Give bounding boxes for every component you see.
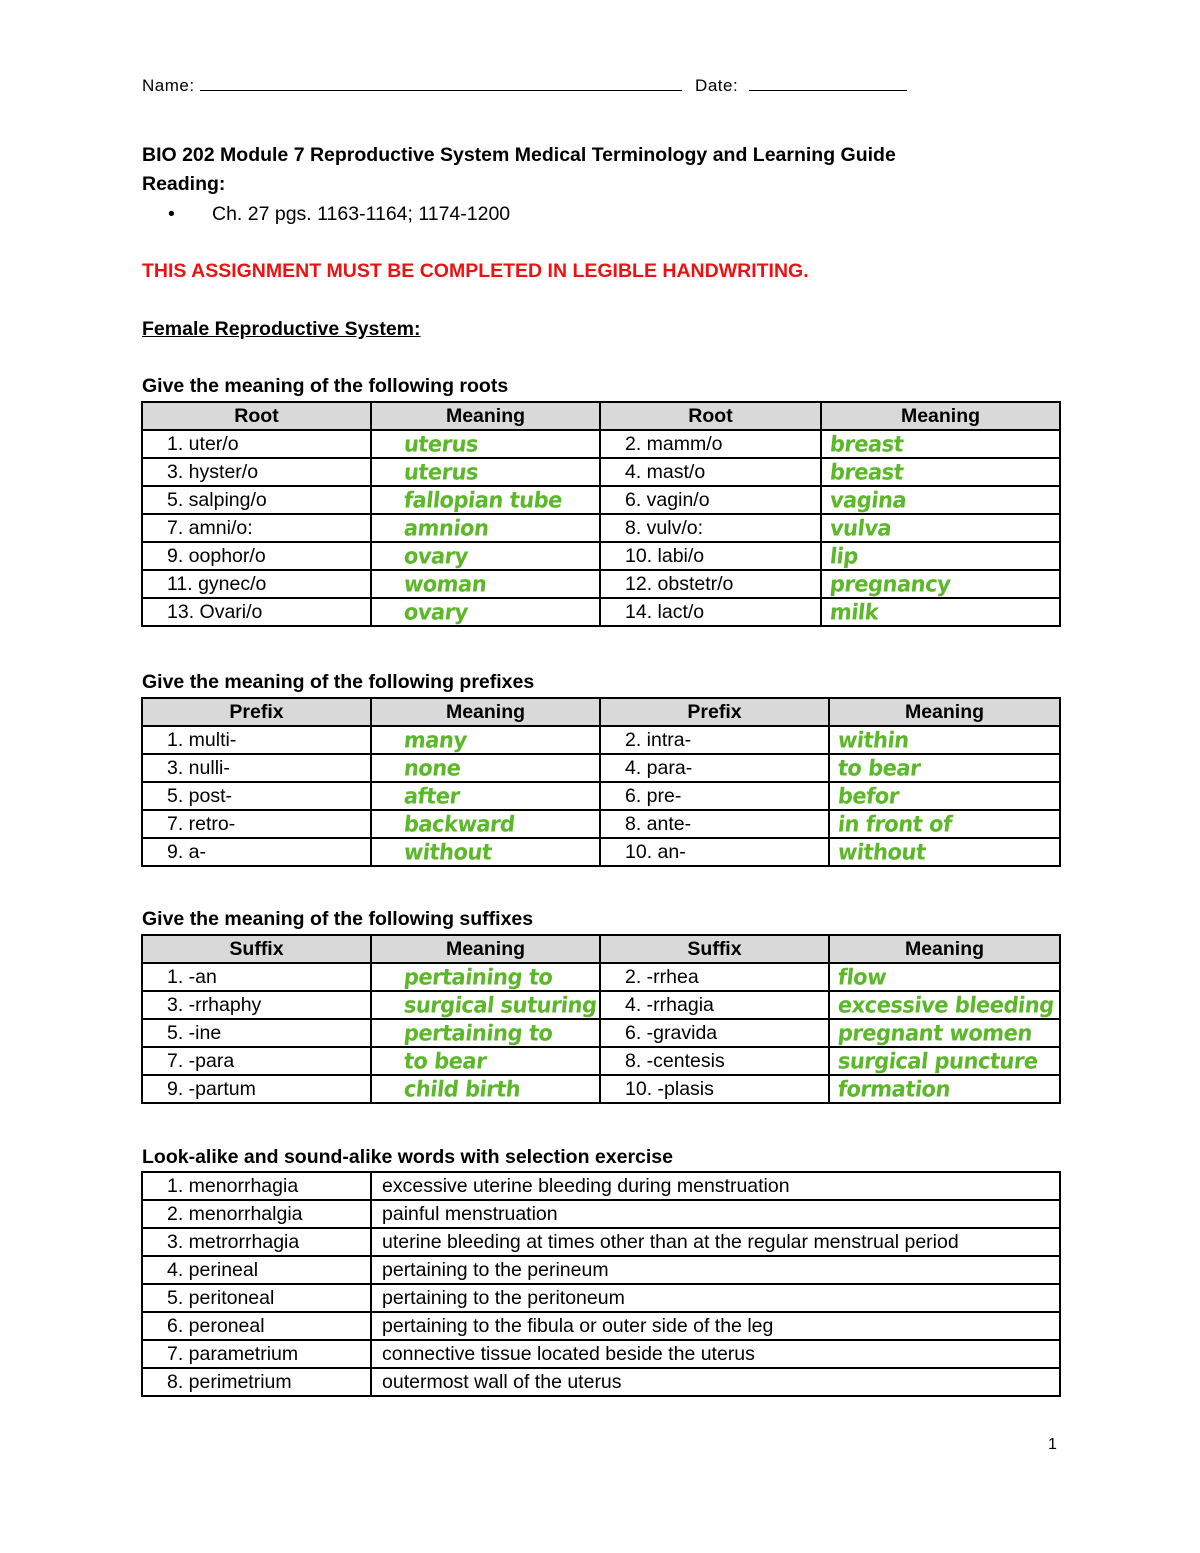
definition-cell: pertaining to the fibula or outer side of the leg — [371, 1312, 1060, 1340]
name-date-line — [142, 74, 907, 96]
term-cell: 3. -rrhaphy — [142, 991, 371, 1019]
term-cell: 2. menorrhalgia — [142, 1200, 371, 1228]
prefixes-table — [141, 697, 1061, 867]
answer-text: without — [836, 839, 927, 865]
answer-text: breast — [828, 431, 905, 457]
table-row — [142, 963, 1060, 991]
answer-text: after — [402, 783, 461, 809]
term-cell: 7. amni/o: — [142, 514, 371, 542]
answer-text: vagina — [828, 487, 908, 513]
answer-text: flow — [836, 964, 888, 990]
answer-text: surgical suturing — [402, 992, 598, 1018]
answer-text: uterus — [402, 459, 480, 485]
roots-body — [142, 430, 1060, 626]
table-header-row — [142, 402, 1060, 430]
roots-table — [141, 401, 1061, 627]
table-row — [142, 810, 1060, 838]
term-cell: 1. multi- — [142, 726, 371, 754]
handwritten-answer — [829, 1019, 1060, 1047]
table-row — [142, 458, 1060, 486]
term-cell: 7. retro- — [142, 810, 371, 838]
term-cell: 4. para- — [600, 754, 829, 782]
term-cell: 1. uter/o — [142, 430, 371, 458]
table-row — [142, 514, 1060, 542]
date-blank — [749, 74, 907, 91]
term-cell: 5. salping/o — [142, 486, 371, 514]
term-cell: 2. -rrhea — [600, 963, 829, 991]
answer-text: amnion — [402, 515, 490, 541]
term-cell: 14. lact/o — [600, 598, 821, 626]
answer-text: vulva — [828, 515, 893, 541]
answer-text: pertaining to — [402, 1020, 554, 1046]
table-row — [142, 1256, 1060, 1284]
term-cell: 4. -rrhagia — [600, 991, 829, 1019]
definition-cell: pertaining to the perineum — [371, 1256, 1060, 1284]
table-row — [142, 430, 1060, 458]
answer-text: to bear — [836, 755, 922, 781]
table-row — [142, 1284, 1060, 1312]
term-cell: 6. vagin/o — [600, 486, 821, 514]
name-blank — [200, 74, 682, 91]
definition-cell: pertaining to the peritoneum — [371, 1284, 1060, 1312]
column-header: Meaning — [821, 402, 1060, 430]
term-cell: 9. -partum — [142, 1075, 371, 1103]
term-cell: 8. vulv/o: — [600, 514, 821, 542]
table-row — [142, 1075, 1060, 1103]
term-cell: 12. obstetr/o — [600, 570, 821, 598]
table-row — [142, 1340, 1060, 1368]
term-cell: 6. peroneal — [142, 1312, 371, 1340]
answer-text: backward — [402, 811, 516, 837]
answer-text: breast — [828, 459, 905, 485]
answer-text: formation — [836, 1076, 952, 1102]
handwritten-answer — [371, 514, 600, 542]
handwritten-answer — [829, 838, 1060, 866]
handwritten-answer — [371, 810, 600, 838]
column-header: Meaning — [371, 402, 600, 430]
table-row — [142, 542, 1060, 570]
answer-text: uterus — [402, 431, 480, 457]
handwritten-answer — [829, 1075, 1060, 1103]
handwritten-answer — [371, 430, 600, 458]
suffixes-heading: Give the meaning of the following suffixes — [142, 908, 534, 930]
handwriting-warning: THIS ASSIGNMENT MUST BE COMPLETED IN LEGIBLE HANDWRITING. — [142, 260, 809, 282]
term-cell: 9. a- — [142, 838, 371, 866]
answer-text: woman — [402, 571, 488, 597]
answer-text: many — [402, 727, 469, 753]
answer-text: ovary — [402, 543, 470, 569]
definition-cell: connective tissue located beside the uterus — [371, 1340, 1060, 1368]
table-header-row — [142, 698, 1060, 726]
handwritten-answer — [829, 754, 1060, 782]
roots-heading: Give the meaning of the following roots — [142, 375, 509, 397]
definition-cell: painful menstruation — [371, 1200, 1060, 1228]
handwritten-answer — [829, 810, 1060, 838]
handwritten-answer — [371, 598, 600, 626]
handwritten-answer — [829, 1047, 1060, 1075]
term-cell: 3. hyster/o — [142, 458, 371, 486]
term-cell: 5. -ine — [142, 1019, 371, 1047]
answer-text: without — [402, 839, 493, 865]
handwritten-answer — [829, 726, 1060, 754]
term-cell: 13. Ovari/o — [142, 598, 371, 626]
table-row — [142, 570, 1060, 598]
table-row — [142, 754, 1060, 782]
handwritten-answer — [371, 838, 600, 866]
reading-label: Reading: — [142, 173, 226, 195]
answer-text: surgical puncture — [836, 1048, 1039, 1074]
handwritten-answer — [821, 570, 1060, 598]
handwritten-answer — [371, 458, 600, 486]
handwritten-answer — [371, 782, 600, 810]
handwritten-answer — [371, 726, 600, 754]
table-row — [142, 1368, 1060, 1396]
handwritten-answer — [829, 963, 1060, 991]
table-row — [142, 1019, 1060, 1047]
answer-text: milk — [828, 599, 880, 625]
term-cell: 3. metrorrhagia — [142, 1228, 371, 1256]
answer-text: lip — [828, 543, 860, 569]
handwritten-answer — [371, 1047, 600, 1075]
term-cell: 3. nulli- — [142, 754, 371, 782]
handwritten-answer — [821, 486, 1060, 514]
reading-text: Ch. 27 pgs. 1163-1164; 1174-1200 — [212, 203, 511, 225]
term-cell: 5. peritoneal — [142, 1284, 371, 1312]
column-header: Meaning — [829, 935, 1060, 963]
answer-text: to bear — [402, 1048, 488, 1074]
term-cell: 1. menorrhagia — [142, 1172, 371, 1200]
table-row — [142, 991, 1060, 1019]
table-row — [142, 838, 1060, 866]
page-number: 1 — [1048, 1436, 1057, 1453]
prefixes-heading: Give the meaning of the following prefixes — [142, 671, 535, 693]
column-header: Prefix — [600, 698, 829, 726]
suffixes-body — [142, 963, 1060, 1103]
definition-cell: uterine bleeding at times other than at the regular menstrual period — [371, 1228, 1060, 1256]
lookalike-body — [142, 1172, 1060, 1396]
column-header: Meaning — [371, 935, 600, 963]
answer-text: in front of — [836, 811, 954, 837]
term-cell: 7. parametrium — [142, 1340, 371, 1368]
handwritten-answer — [371, 754, 600, 782]
answer-text: pertaining to — [402, 964, 554, 990]
answer-text: child birth — [402, 1076, 522, 1102]
term-cell: 6. pre- — [600, 782, 829, 810]
table-header-row — [142, 935, 1060, 963]
handwritten-answer — [371, 486, 600, 514]
handwritten-answer — [821, 430, 1060, 458]
term-cell: 8. perimetrium — [142, 1368, 371, 1396]
lookalike-table — [141, 1171, 1061, 1397]
handwritten-answer — [371, 963, 600, 991]
term-cell: 6. -gravida — [600, 1019, 829, 1047]
suffixes-table — [141, 934, 1061, 1104]
term-cell: 5. post- — [142, 782, 371, 810]
term-cell: 4. perineal — [142, 1256, 371, 1284]
bullet-icon: • — [168, 203, 175, 225]
answer-text: pregnancy — [828, 571, 952, 597]
term-cell: 9. oophor/o — [142, 542, 371, 570]
answer-text: fallopian tube — [402, 487, 564, 513]
handwritten-answer — [371, 1075, 600, 1103]
term-cell: 2. intra- — [600, 726, 829, 754]
name-label: Name: — [142, 76, 195, 95]
handwritten-answer — [821, 598, 1060, 626]
definition-cell: outermost wall of the uterus — [371, 1368, 1060, 1396]
column-header: Prefix — [142, 698, 371, 726]
table-row — [142, 598, 1060, 626]
term-cell: 2. mamm/o — [600, 430, 821, 458]
column-header: Meaning — [371, 698, 600, 726]
document-title: BIO 202 Module 7 Reproductive System Medical Terminology and Learning Guide — [142, 144, 896, 166]
handwritten-answer — [371, 991, 600, 1019]
term-cell: 11. gynec/o — [142, 570, 371, 598]
table-row — [142, 1228, 1060, 1256]
column-header: Root — [600, 402, 821, 430]
table-row — [142, 1312, 1060, 1340]
column-header: Suffix — [142, 935, 371, 963]
term-cell: 1. -an — [142, 963, 371, 991]
handwritten-answer — [829, 991, 1060, 1019]
column-header: Suffix — [600, 935, 829, 963]
answer-text: excessive bleeding — [836, 992, 1056, 1018]
date-label: Date: — [695, 76, 739, 95]
reading-item — [168, 203, 510, 226]
answer-text: none — [402, 755, 462, 781]
answer-text: befor — [836, 783, 901, 809]
handwritten-answer — [821, 458, 1060, 486]
table-row — [142, 1047, 1060, 1075]
prefixes-body — [142, 726, 1060, 866]
table-row — [142, 726, 1060, 754]
handwritten-answer — [821, 514, 1060, 542]
table-row — [142, 1200, 1060, 1228]
definition-cell: excessive uterine bleeding during menstruation — [371, 1172, 1060, 1200]
section-title: Female Reproductive System: — [142, 318, 421, 340]
handwritten-answer — [371, 1019, 600, 1047]
term-cell: 8. ante- — [600, 810, 829, 838]
column-header: Root — [142, 402, 371, 430]
table-row — [142, 1172, 1060, 1200]
answer-text: pregnant women — [836, 1020, 1034, 1046]
handwritten-answer — [821, 542, 1060, 570]
handwritten-answer — [829, 782, 1060, 810]
lookalike-heading: Look-alike and sound-alike words with selection exercise — [142, 1146, 673, 1168]
column-header: Meaning — [829, 698, 1060, 726]
table-row — [142, 782, 1060, 810]
term-cell: 10. -plasis — [600, 1075, 829, 1103]
answer-text: within — [836, 727, 911, 753]
term-cell: 8. -centesis — [600, 1047, 829, 1075]
term-cell: 7. -para — [142, 1047, 371, 1075]
handwritten-answer — [371, 570, 600, 598]
handwritten-answer — [371, 542, 600, 570]
term-cell: 10. an- — [600, 838, 829, 866]
answer-text: ovary — [402, 599, 470, 625]
table-row — [142, 486, 1060, 514]
term-cell: 10. labi/o — [600, 542, 821, 570]
term-cell: 4. mast/o — [600, 458, 821, 486]
